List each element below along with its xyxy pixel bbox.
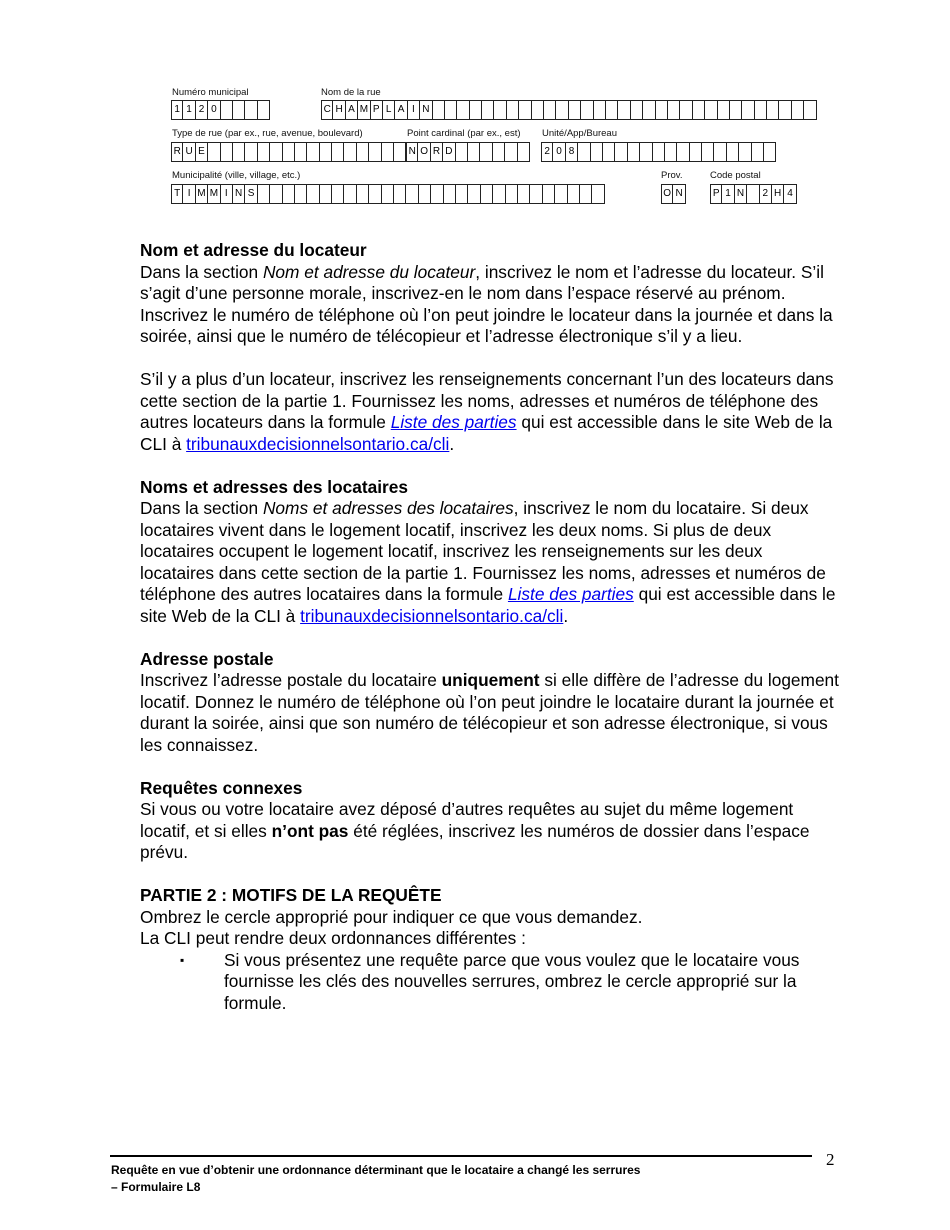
char-box-value: I	[224, 188, 228, 199]
bullet-text: Si vous présentez une requête parce que vous voulez que le locataire vous fournisse les clés des nouvelles serrures, ombrez le cercle approprié sur la formule.	[224, 949, 800, 1013]
char-box	[481, 184, 493, 204]
paragraph-locateur-1	[140, 262, 840, 348]
char-box	[245, 100, 257, 120]
char-box-value: R	[432, 146, 441, 157]
char-box-value: I	[412, 104, 415, 115]
text-bold: uniquement	[441, 670, 540, 690]
char-box-value: 2	[198, 104, 205, 115]
char-box	[406, 142, 418, 162]
char-box	[196, 184, 208, 204]
char-box	[784, 184, 796, 204]
char-box	[722, 184, 734, 204]
text: Si vous ou votre locataire avez déposé d’autres requêtes au sujet du même logement locatif, et si elles	[140, 799, 794, 841]
char-box	[506, 184, 518, 204]
text: Inscrivez l’adresse postale du locataire	[140, 670, 442, 690]
char-box	[445, 100, 457, 120]
label-municipalite: Municipalité (ville, village, etc.)	[172, 170, 301, 181]
char-box-value: T	[174, 188, 181, 199]
char-box-value: H	[335, 104, 343, 115]
char-box	[772, 184, 784, 204]
char-box	[420, 100, 432, 120]
address-form-example	[171, 87, 825, 207]
char-box	[566, 142, 578, 162]
char-box	[690, 142, 702, 162]
text: , inscrivez le nom du locataire. Si deux locataires vivent dans le logement locatif, inscrivez les deux noms. Si plus de deux locataires occupent le logement locatif, inscrivez les renseignements sur les deux locataires dans cette section de la partie 1. Fournissez les noms, adresses et numéros de téléphone des autres locataires dans la formule	[140, 498, 826, 604]
char-box	[739, 142, 751, 162]
instructions-content	[140, 240, 840, 1014]
char-box	[581, 100, 593, 120]
char-box	[346, 100, 358, 120]
char-box	[568, 184, 580, 204]
char-box	[482, 100, 494, 120]
section-locateur	[140, 240, 840, 348]
char-box	[544, 100, 556, 120]
char-box	[541, 142, 553, 162]
char-box-value: 1	[725, 188, 731, 199]
char-box	[755, 100, 767, 120]
footer-line-1: Requête en vue d’obtenir une ordonnance déterminant que le locataire a changé les serrures	[111, 1163, 641, 1177]
section-locateur-multiple	[140, 369, 840, 455]
char-box	[444, 184, 456, 204]
char-box-value: A	[348, 104, 355, 115]
char-box	[730, 100, 742, 120]
paragraph-partie-2-intro: Ombrez le cercle approprié pour indiquer ce que vous demandez.	[140, 906, 643, 927]
field-unite	[541, 142, 776, 162]
char-box-value: E	[198, 146, 205, 157]
char-box	[196, 142, 208, 162]
char-box	[208, 142, 220, 162]
char-box	[591, 142, 603, 162]
cli-website-link[interactable]: tribunauxdecisionnelsontario.ca/cli	[186, 433, 450, 454]
char-box	[320, 184, 332, 204]
char-box	[283, 142, 295, 162]
char-box	[592, 184, 604, 204]
char-box	[543, 184, 555, 204]
char-box-value: 8	[568, 146, 575, 157]
field-numero-municipal	[171, 100, 270, 120]
char-box	[406, 184, 418, 204]
char-box	[767, 100, 779, 120]
heading-partie-2: PARTIE 2 : MOTIFS DE LA REQUÊTE	[140, 885, 442, 905]
char-box	[443, 142, 455, 162]
char-box	[270, 184, 282, 204]
char-box-value: 1	[174, 104, 180, 115]
char-box-value: P	[712, 188, 720, 199]
char-box	[270, 142, 282, 162]
heading-requetes-connexes: Requêtes connexes	[140, 777, 303, 798]
char-box	[394, 142, 406, 162]
char-box	[507, 100, 519, 120]
char-box	[332, 142, 344, 162]
label-prov: Prov.	[661, 170, 683, 181]
text: été réglées, inscrivez les numéros de dossier dans l’espace prévu.	[140, 820, 810, 862]
field-prov	[661, 184, 686, 204]
text: , inscrivez le nom et l’adresse du locateur. S’il s’agit d’une personne morale, inscrivez-en le nom dans l’espace réservé au prénom. Inscrivez le numéro de téléphone où l’on peut joindre le locateur dans la journée et dans la soirée, ainsi que le numéro de télécopieur et l’adresse électronique s’il y a lieu.	[140, 261, 833, 346]
char-box	[333, 100, 345, 120]
char-box	[456, 184, 468, 204]
char-box	[196, 100, 208, 120]
char-box	[518, 142, 530, 162]
char-box	[418, 142, 430, 162]
char-box-value: 2	[762, 188, 769, 199]
char-box	[295, 142, 307, 162]
char-box	[233, 100, 245, 120]
char-box	[221, 100, 233, 120]
char-box	[518, 184, 530, 204]
char-box	[603, 142, 615, 162]
char-box	[494, 100, 506, 120]
char-box	[408, 100, 420, 120]
paragraph-partie-2-ordonnances: La CLI peut rendre deux ordonnances différentes :	[140, 928, 526, 948]
label-point-cardinal: Point cardinal (par ex., est)	[407, 128, 521, 139]
section-requetes-connexes	[140, 778, 840, 864]
char-box-value: P	[372, 104, 380, 115]
char-box	[727, 142, 739, 162]
text-italic: Noms et adresses des locataires	[262, 498, 514, 518]
text: Dans la section	[140, 498, 263, 518]
char-box-value: O	[663, 188, 672, 199]
char-box	[332, 184, 344, 204]
char-box-value: A	[397, 104, 405, 115]
char-box	[307, 142, 319, 162]
char-box	[677, 142, 689, 162]
paragraph-requetes-connexes	[140, 799, 840, 864]
char-box	[258, 142, 270, 162]
char-box	[804, 100, 816, 120]
char-box	[183, 142, 195, 162]
char-box	[383, 100, 395, 120]
char-box-value: S	[247, 188, 255, 199]
char-box	[606, 100, 618, 120]
paragraph-locataires	[140, 498, 840, 627]
char-box	[640, 142, 652, 162]
field-point-cardinal	[406, 142, 530, 162]
char-box	[505, 142, 517, 162]
char-box	[221, 184, 233, 204]
char-box	[702, 142, 714, 162]
char-box	[394, 184, 406, 204]
char-box	[171, 184, 183, 204]
text: .	[449, 433, 455, 454]
char-box	[665, 142, 677, 162]
char-box-value: N	[675, 188, 683, 199]
char-box	[208, 184, 220, 204]
label-numero-municipal: Numéro municipal	[172, 87, 249, 98]
text: Dans la section	[140, 261, 263, 282]
char-box	[183, 184, 195, 204]
char-box	[643, 100, 655, 120]
char-box	[480, 142, 492, 162]
char-box	[760, 184, 772, 204]
char-box	[656, 100, 668, 120]
char-box	[710, 184, 722, 204]
char-box	[673, 184, 685, 204]
char-box	[344, 184, 356, 204]
char-box-value: L	[385, 104, 392, 115]
label-nom-rue: Nom de la rue	[321, 87, 381, 98]
char-box	[594, 100, 606, 120]
char-box-value: N	[235, 188, 243, 199]
char-box-value: N	[422, 104, 430, 115]
char-box	[631, 100, 643, 120]
liste-des-parties-link[interactable]: Liste des parties	[507, 584, 634, 604]
field-type-rue	[171, 142, 406, 162]
text: si elle diffère de l’adresse du logement locatif. Donnez le numéro de téléphone où l’on peut joindre le locataire durant la journée et durant la soirée, ainsi que son numéro de télécopieur et son adresse électronique, si vous les connaissez.	[140, 670, 839, 755]
char-box-value: I	[187, 188, 191, 199]
cli-website-link[interactable]: tribunauxdecisionnelsontario.ca/cli	[300, 605, 564, 626]
char-box	[171, 100, 183, 120]
char-box	[371, 100, 383, 120]
section-locataires	[140, 477, 840, 628]
char-box	[245, 184, 257, 204]
char-box	[283, 184, 295, 204]
char-box-value: R	[173, 146, 181, 157]
char-box	[233, 184, 245, 204]
char-box	[747, 184, 759, 204]
char-box	[357, 142, 369, 162]
char-box-value: M	[197, 188, 206, 199]
char-box	[357, 184, 369, 204]
char-box	[419, 184, 431, 204]
page-number: 2	[826, 1150, 835, 1169]
char-box	[742, 100, 754, 120]
char-box	[764, 142, 776, 162]
section-adresse-postale	[140, 649, 840, 757]
char-box	[693, 100, 705, 120]
char-box-value: N	[736, 188, 745, 199]
field-municipalite	[171, 184, 605, 204]
char-box-value: 4	[787, 188, 793, 199]
char-box	[661, 184, 673, 204]
char-box	[431, 142, 443, 162]
char-box	[468, 184, 480, 204]
heading-locataires: Noms et adresses des locataires	[140, 476, 409, 497]
char-box-value: 0	[556, 146, 562, 157]
char-box	[307, 184, 319, 204]
footer-line-2: – Formulaire L8	[111, 1180, 201, 1194]
char-box-value: M	[359, 104, 369, 115]
char-box	[628, 142, 640, 162]
char-box	[258, 100, 270, 120]
paragraph-locateur-2	[140, 369, 840, 455]
list-item	[140, 950, 840, 1015]
char-box	[618, 100, 630, 120]
label-code-postal: Code postal	[710, 170, 761, 181]
text: qui est accessible dans le site Web de la CLI à	[140, 412, 833, 454]
char-box	[369, 142, 381, 162]
bullet-icon: ▪	[180, 952, 185, 967]
char-box	[519, 100, 531, 120]
char-box-value: 0	[211, 104, 217, 115]
char-box	[555, 184, 567, 204]
char-box	[395, 100, 407, 120]
char-box	[580, 184, 592, 204]
char-box	[468, 142, 480, 162]
char-box	[382, 142, 394, 162]
char-box	[208, 100, 220, 120]
char-box	[615, 142, 627, 162]
char-box	[470, 100, 482, 120]
char-box-value: M	[209, 188, 219, 199]
char-box	[735, 184, 747, 204]
char-box	[532, 100, 544, 120]
char-box	[382, 184, 394, 204]
char-box	[320, 142, 332, 162]
char-box	[321, 100, 333, 120]
char-box-value: 1	[186, 104, 192, 115]
liste-des-parties-link[interactable]: Liste des parties	[390, 412, 517, 432]
char-box	[714, 142, 726, 162]
footer-form-title	[111, 1162, 640, 1196]
char-box	[680, 100, 692, 120]
char-box	[530, 184, 542, 204]
label-type-rue: Type de rue (par ex., rue, avenue, boulevard)	[172, 128, 363, 139]
field-nom-rue	[321, 100, 817, 120]
char-box	[245, 142, 257, 162]
label-unite: Unité/App/Bureau	[542, 128, 617, 139]
char-box	[553, 142, 565, 162]
char-box	[171, 142, 183, 162]
text: S’il y a plus d’un locateur, inscrivez les renseignements concernant l’un des locateurs dans cette section de la partie 1. Fournissez les noms, adresses et numéros de téléphone des autres locateurs dans la formule	[140, 369, 834, 432]
paragraph-adresse-postale	[140, 670, 840, 756]
char-box	[578, 142, 590, 162]
char-box	[221, 142, 233, 162]
char-box	[556, 100, 568, 120]
char-box	[358, 100, 370, 120]
char-box-value: C	[323, 104, 331, 115]
char-box	[233, 142, 245, 162]
text: .	[563, 605, 569, 626]
char-box	[653, 142, 665, 162]
char-box	[183, 100, 195, 120]
char-box	[718, 100, 730, 120]
char-box	[456, 142, 468, 162]
char-box	[569, 100, 581, 120]
char-box-value: U	[185, 146, 193, 157]
char-box	[369, 184, 381, 204]
char-box	[344, 142, 356, 162]
text-bold: n’ont pas	[271, 820, 349, 841]
char-box	[457, 100, 469, 120]
text-italic: Nom et adresse du locateur	[262, 261, 476, 282]
char-box-value: H	[774, 188, 782, 199]
char-box-value: D	[445, 146, 453, 157]
char-box-value: N	[408, 146, 416, 157]
char-box	[792, 100, 804, 120]
char-box	[779, 100, 791, 120]
footer-divider	[110, 1155, 812, 1157]
heading-locateur: Nom et adresse du locateur	[140, 240, 367, 260]
char-box	[433, 100, 445, 120]
char-box-value: O	[420, 146, 428, 157]
char-box	[431, 184, 443, 204]
char-box	[668, 100, 680, 120]
char-box	[752, 142, 764, 162]
char-box	[705, 100, 717, 120]
char-box	[258, 184, 270, 204]
char-box	[493, 142, 505, 162]
char-box	[295, 184, 307, 204]
char-box	[493, 184, 505, 204]
text: qui est accessible dans le site Web de la CLI à	[140, 584, 836, 626]
field-code-postal	[710, 184, 797, 204]
char-box-value: 2	[544, 146, 550, 157]
heading-adresse-postale: Adresse postale	[140, 648, 274, 669]
